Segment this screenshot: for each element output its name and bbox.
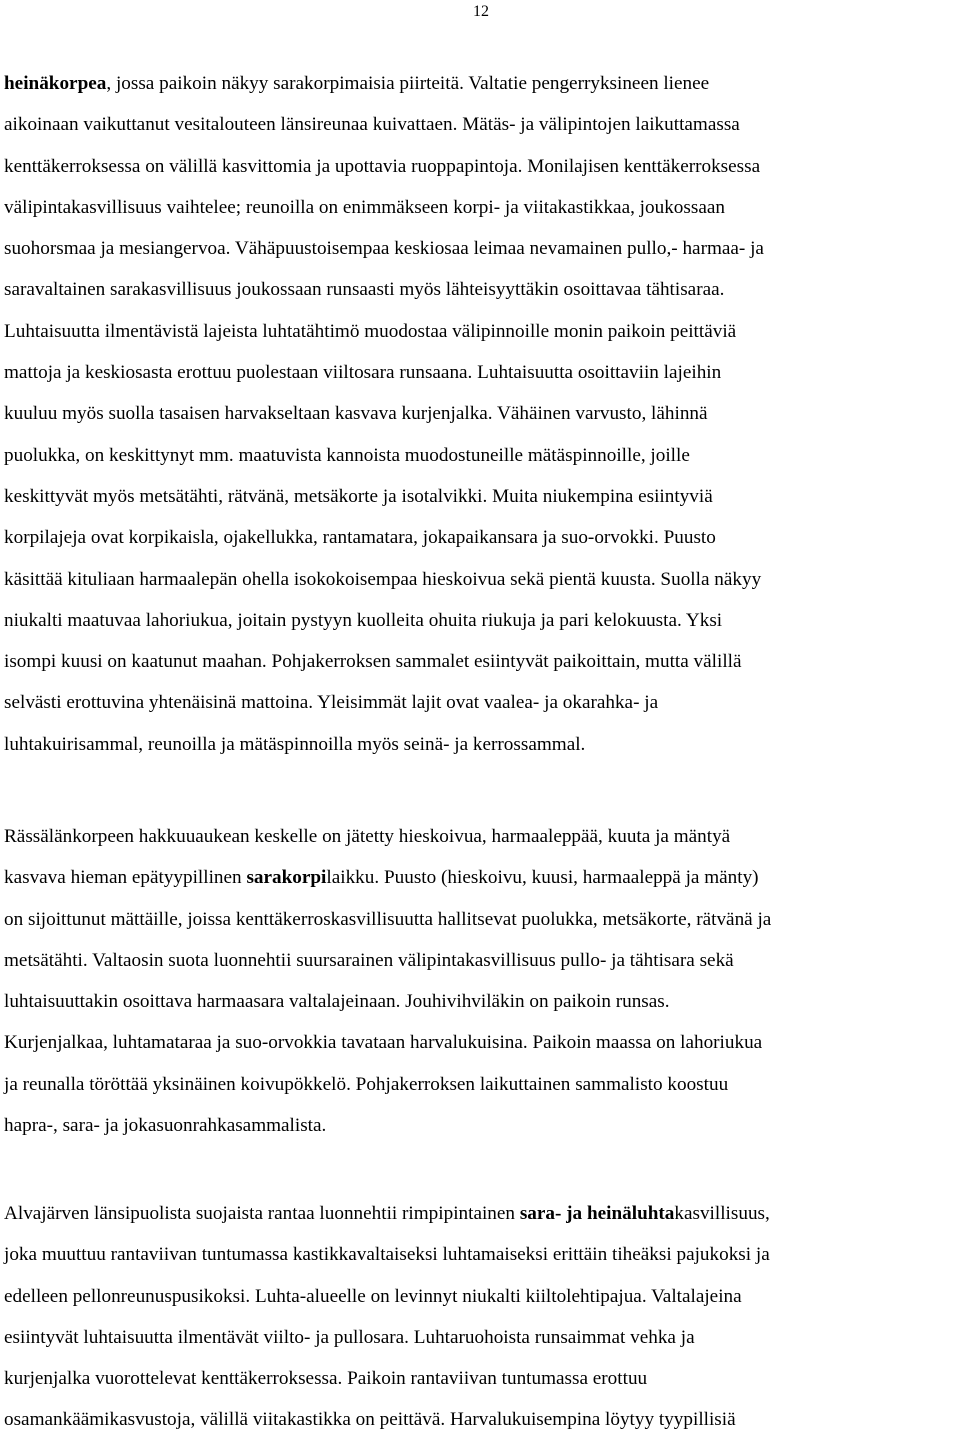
text-line: luhtakuirisammal, reunoilla ja mätäspinnoilla myös seinä- ja kerrossammal. xyxy=(4,733,586,755)
paragraph-1 xyxy=(4,63,956,765)
text-line xyxy=(4,857,956,898)
text-line: luhtaisuuttakin osoittava harmaasara valtalajeinaan. Jouhivihviläkin on paikoin runsas. xyxy=(4,991,670,1013)
text-line: välipintakasvillisuus vaihtelee; reunoilla on enimmäkseen korpi- ja viitakastikkaa, joukossaan xyxy=(4,196,725,218)
text-line: keskittyvät myös metsätähti, rätvänä, metsäkorte ja isotalvikki. Muita niukempina esiintyviä xyxy=(4,485,713,507)
text-line: ja reunalla töröttää yksinäinen koivupökkelö. Pohjakerroksen laikuttainen sammalisto koostuu xyxy=(4,1073,729,1095)
text-run: kasvillisuus, xyxy=(674,1203,770,1224)
bold-term: sarakorpi xyxy=(246,867,327,889)
page-number: 12 xyxy=(473,3,489,20)
text-line xyxy=(4,1193,956,1234)
text-line: korpilajeja ovat korpikaisla, ojakellukka, rantamatara, jokapaikansara ja suo-orvokki. Puusto xyxy=(4,527,716,549)
bold-term: sara- ja heinäluhta xyxy=(519,1203,675,1224)
text-line: metsätähti. Valtaosin suota luonnehtii suursarainen välipintakasvillisuus pullo- ja tähtisara sekä xyxy=(4,949,734,971)
text-run: Alvajärven länsipuolista suojaista rantaa luonnehtii rimpipintainen xyxy=(4,1203,520,1224)
text-line: käsittää kituliaan harmaalepän ohella isokokoisempaa hieskoivua sekä pientä kuusta. Suolla näkyy xyxy=(4,568,762,590)
text-run: , jossa paikoin näkyy sarakorpimaisia piirteitä. Valtatie pengerryksineen lienee xyxy=(106,73,710,94)
text-line: niukalti maatuvaa lahoriukua, joitain pystyyn kuolleita ohuita riukuja ja pari kelokuusta. Yksi xyxy=(4,609,723,631)
text-line: Kurjenjalkaa, luhtamataraa ja suo-orvokkia tavataan harvalukuisina. Paikoin maassa on lahoriukua xyxy=(4,1032,763,1054)
text-line: kurjenjalka vuorottelevat kenttäkerroksessa. Paikoin rantaviivan tuntumassa erottuu xyxy=(4,1368,648,1390)
text-line xyxy=(4,63,956,104)
text-run: laikku. Puusto (hieskoivu, kuusi, harmaaleppä ja mänty) xyxy=(326,867,759,889)
text-line: hapra-, sara- ja jokasuonrahkasammalista. xyxy=(4,1115,327,1137)
text-line: kuuluu myös suolla tasaisen harvakseltaan kasvava kurjenjalka. Vähäinen varvusto, lähinnä xyxy=(4,403,708,425)
text-line: osamankäämikasvustoja, välillä viitakastikka on peittävä. Harvalukuisempina löytyy tyypillisiä xyxy=(4,1409,736,1431)
text-line: isompi kuusi on kaatunut maahan. Pohjakerroksen sammalet esiintyvät paikoittain, mutta välillä xyxy=(4,651,742,673)
text-line: on sijoittunut mättäille, joissa kenttäkerroskasvillisuutta hallitsevat puolukka, metsäkorte, rätvänä ja xyxy=(4,908,772,930)
paragraph-2 xyxy=(4,816,956,1146)
text-line: Luhtaisuutta ilmentävistä lajeista luhtatähtimö muodostaa välipinnoille monin paikoin peittäviä xyxy=(4,320,737,342)
paragraph-3 xyxy=(4,1193,956,1441)
text-line: puolukka, on keskittynyt mm. maatuvista kannoista muodostuneille mätäspinnoille, joille xyxy=(4,444,690,466)
text-line: kenttäkerroksessa on välillä kasvittomia ja upottavia ruoppapintoja. Monilajisen kenttäkerroksessa xyxy=(4,155,761,177)
text-line: esiintyvät luhtaisuutta ilmentävät viilto- ja pullosara. Luhtaruohoista runsaimmat vehka ja xyxy=(4,1326,695,1348)
text-line: aikoinaan vaikuttanut vesitalouteen länsireunaa kuivattaen. Mätäs- ja välipintojen laikuttamassa xyxy=(4,114,740,136)
text-run: kasvava hieman epätyypillinen xyxy=(4,867,247,889)
text-line: suohorsmaa ja mesiangervoa. Vähäpuustoisempaa keskiosaa leimaa nevamainen pullo,- harmaa- ja xyxy=(4,238,764,260)
bold-term: heinäkorpea xyxy=(4,73,107,94)
text-line: selvästi erottuvina yhtenäisinä mattoina. Yleisimmät lajit ovat vaalea- ja okarahka- ja xyxy=(4,692,659,714)
text-line: Rässälänkorpeen hakkuuaukean keskelle on jätetty hieskoivua, harmaaleppää, kuuta ja mäntyä xyxy=(4,826,731,847)
text-line: saravaltainen sarakasvillisuus joukossaan runsaasti myös lähteisyyttäkin osoittavaa tähtisaraa. xyxy=(4,279,725,301)
text-line: mattoja ja keskiosasta erottuu puolestaan viiltosara runsaana. Luhtaisuutta osoittaviin lajeihin xyxy=(4,362,722,384)
text-line: edelleen pellonreunuspusikoksi. Luhta-alueelle on levinnyt niukalti kiiltolehtipajua. Valtalajeina xyxy=(4,1285,742,1307)
text-line: joka muuttuu rantaviivan tuntumassa kastikkavaltaiseksi luhtamaiseksi erittäin tiheäksi pajukoksi ja xyxy=(4,1244,770,1266)
